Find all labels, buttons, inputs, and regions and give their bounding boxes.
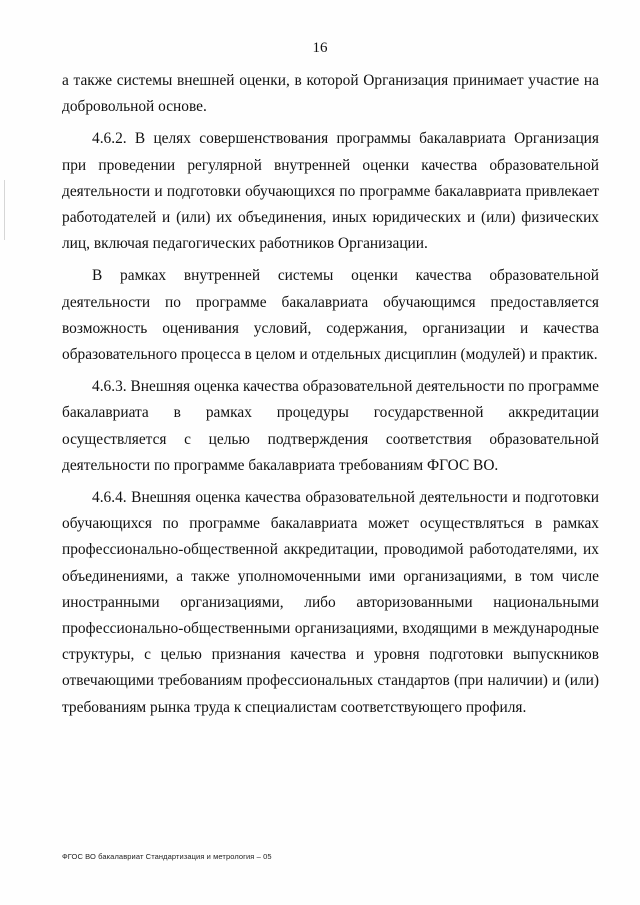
scan-edge-mark (4, 180, 5, 240)
paragraph-4-6-4: 4.6.4. Внешняя оценка качества образовательной деятельности и подготовки обучающихся по программе бакалавриата может осуществляться в рамках профессионально-общественной аккредитации, проводимой работодателями, их объединениями, а также уполномоченными ими организациями, в том числе иностранными организациями, либо авторизованными национальными профессионально-общественными организациями, входящими в международные структуры, с целью признания качества и уровня подготовки выпускников отвечающими требованиям профессиональных стандартов (при наличии) и (или) требованиям рынка труда к специалистам соответствующего профиля. (62, 489, 599, 716)
paragraph-internal-assessment: В рамках внутренней системы оценки качества образовательной деятельности по программе бакалавриата обучающимся предоставляется возможность оценивания условий, содержания, организации и качества образовательного процесса в целом и отдельных дисциплин (модулей) и практик. (62, 267, 599, 364)
page-footer: ФГОС ВО бакалавриат Стандартизация и метрология – 05 (62, 852, 272, 861)
body-text (62, 68, 599, 727)
page-number: 16 (312, 40, 328, 56)
paragraph-4-6-2: 4.6.2. В целях совершенствования программы бакалавриата Организация при проведении регулярной внутренней оценки качества образовательной деятельности и подготовки обучающихся по программе бакалавриата привлекает работодателей и (или) их объединения, иных юридических и (или) физических лиц, включая педагогических работников Организации. (62, 130, 599, 253)
paragraph-4-6-3: 4.6.3. Внешняя оценка качества образовательной деятельности по программе бакалавриата в рамках процедуры государственной аккредитации осуществляется с целью подтверждения соответствия образовательной деятельности по программе бакалавриата требованиям ФГОС ВО. (62, 378, 599, 474)
paragraph-continuation: а также системы внешней оценки, в которой Организация принимает участие на добровольной основе. (62, 72, 599, 116)
